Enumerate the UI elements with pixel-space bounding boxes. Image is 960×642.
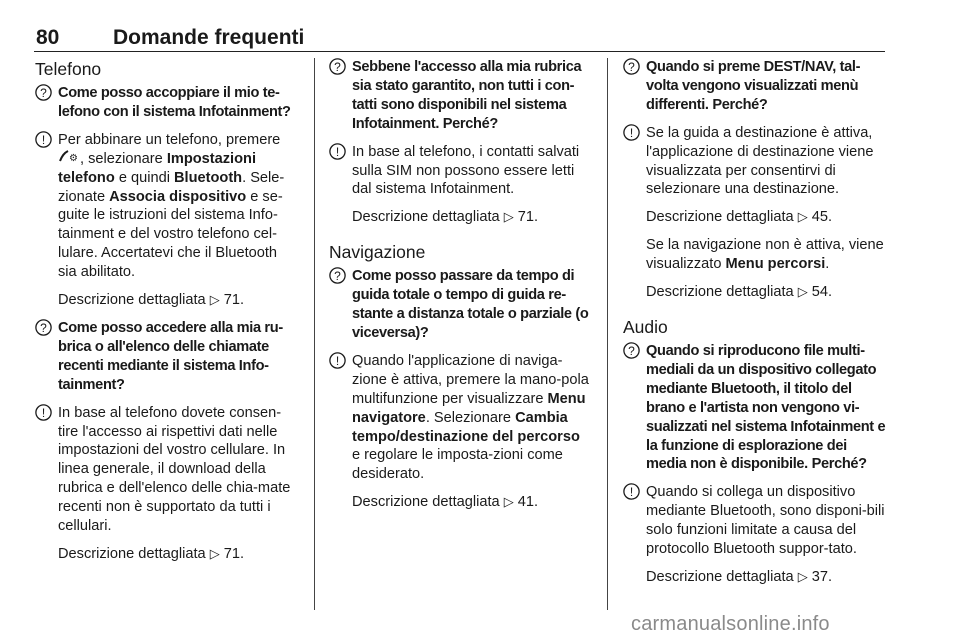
question-circle-icon	[329, 58, 346, 79]
section-title-telefono: Telefono	[35, 59, 102, 79]
page-number: 80	[36, 26, 60, 49]
menu-term: Menu percorsi	[725, 256, 826, 273]
reference-line: Descrizione dettagliata ▷ 71.	[58, 545, 245, 562]
menu-term: Bluetooth	[174, 169, 243, 186]
column-divider	[314, 58, 315, 610]
question-block	[35, 84, 299, 122]
answer-text: Quando si collega un dispositivo mediante Bluetooth, sono disponi-bili solo funzioni limitate a causa del protocollo Bluetooth suppor-tato.	[646, 484, 885, 558]
svg-text:!: !	[629, 485, 634, 500]
reference-line: Descrizione dettagliata ▷ 37.	[646, 568, 833, 585]
answer-text: Se la guida a destinazione è attiva, l'applicazione di destinazione viene visualizzata per consentirvi di selezionare una destinazione.	[646, 124, 874, 198]
chapter-title: Domande frequenti	[113, 26, 305, 49]
question-block	[623, 58, 886, 115]
question-text: Come posso accoppiare il mio te-lefono con il sistema Infotainment?	[58, 85, 291, 120]
exclamation-circle-icon	[329, 352, 346, 373]
answer-block	[35, 404, 299, 536]
svg-text:?: ?	[334, 269, 341, 284]
question-text: Quando si preme DEST/NAV, tal-volta vengono visualizzati menù differenti. Perché?	[646, 59, 861, 113]
svg-text:!: !	[335, 353, 340, 368]
answer-text: . Sele-zionate	[58, 169, 285, 205]
question-circle-icon	[623, 58, 640, 79]
answer-text: In base al telefono, i contatti salvati sulla SIM non possono essere letti dal sistema Infotainment.	[352, 143, 580, 198]
reference-triangle-icon: ▷	[797, 284, 808, 300]
question-block	[329, 267, 591, 343]
answer-text: Per abbinare un telefono, premere	[58, 131, 281, 148]
svg-text:!: !	[41, 405, 46, 420]
reference-triangle-icon: ▷	[209, 545, 220, 561]
answer-text: e quindi	[114, 169, 174, 186]
question-circle-icon	[35, 84, 52, 105]
answer-text: e se-guite le istruzioni del sistema Info-tainment e del vostro telefono cel-lulare. Accertatevi che il Bluetooth sia abilitato.	[58, 188, 283, 281]
question-text: Quando si riproducono file multi-mediali da un dispositivo collegato mediante Bluetooth, il titolo del brano e l'artista non vengono vi-sualizzati nel sistema Infotainment e la funzione di esplorazione dei media non è disponibile. Perché?	[646, 342, 886, 473]
exclamation-circle-icon	[329, 143, 346, 164]
reference-line: Descrizione dettagliata ▷ 54.	[646, 284, 833, 301]
svg-text:!: !	[629, 125, 634, 140]
reference-triangle-icon: ▷	[503, 494, 514, 510]
column-3	[623, 58, 886, 596]
answer-text: Se la navigazione non è attiva, viene visualizzato Menu percorsi.	[646, 237, 884, 273]
svg-text:!: !	[41, 132, 46, 147]
exclamation-circle-icon	[35, 404, 52, 425]
column-2	[329, 58, 591, 521]
svg-text:!: !	[335, 144, 340, 159]
svg-text:?: ?	[628, 343, 635, 358]
question-circle-icon	[623, 342, 640, 363]
section-title-navigazione: Navigazione	[329, 242, 426, 263]
question-block	[35, 319, 299, 395]
answer-text: . Selezionare	[425, 409, 516, 426]
svg-text:?: ?	[628, 59, 635, 74]
answer-text: e regolare le imposta-zioni come desiderato.	[352, 447, 563, 483]
menu-term: Cambia tempo/destinazione del percorso	[352, 409, 580, 445]
answer-block	[329, 352, 591, 484]
question-text: Come posso accedere alla mia ru-brica o all'elenco delle chiamate recenti mediante il sistema Info-tainment?	[58, 319, 283, 393]
answer-block	[35, 131, 299, 282]
exclamation-circle-icon	[623, 124, 640, 145]
answer-block	[623, 483, 886, 559]
reference-line: Descrizione dettagliata ▷ 41.	[352, 494, 539, 511]
svg-text:?: ?	[40, 320, 47, 335]
reference-line: Descrizione dettagliata ▷ 71.	[352, 209, 539, 226]
svg-text:⚙: ⚙	[69, 152, 78, 163]
page-header	[34, 0, 885, 52]
answer-block	[623, 124, 886, 200]
question-text: Sebbene l'accesso alla mia rubrica sia stato garantito, non tutti i con-tatti sono disponibili nel sistema Infotainment. Perché?	[352, 59, 582, 132]
section-title-audio: Audio	[623, 316, 668, 337]
watermark-text: carmanualsonline.info	[631, 613, 830, 635]
menu-term: Impostazioni telefono	[58, 150, 256, 186]
answer-text: Quando l'applicazione di naviga-zione è attiva, premere la mano-pola multifunzione per visualizzare	[352, 352, 589, 407]
reference-triangle-icon: ▷	[503, 209, 514, 225]
exclamation-circle-icon	[35, 131, 52, 152]
reference-triangle-icon: ▷	[797, 568, 808, 584]
phone-settings-icon	[58, 151, 80, 167]
question-text: Come posso passare da tempo di guida totale o tempo di guida re-stante a distanza totale o parziale (o viceversa)?	[352, 268, 589, 341]
menu-term: Associa dispositivo	[109, 188, 247, 205]
svg-text:?: ?	[40, 85, 47, 100]
menu-term: Menu navigatore	[352, 390, 586, 426]
reference-line: Descrizione dettagliata ▷ 45.	[646, 209, 833, 226]
answer-block	[329, 143, 591, 200]
column-1	[35, 58, 299, 573]
question-block	[329, 58, 591, 134]
reference-triangle-icon: ▷	[797, 209, 808, 225]
question-circle-icon	[329, 267, 346, 288]
question-circle-icon	[35, 319, 52, 340]
exclamation-circle-icon	[623, 483, 640, 504]
column-divider	[607, 58, 608, 610]
question-block	[623, 342, 886, 474]
answer-text: In base al telefono dovete consen-tire l'accesso ai rispettivi dati nelle impostazioni del vostro cellulare. In linea generale, il download della rubrica e dell'elenco delle chia-mate recenti non è supportato da tutti i cellulari.	[58, 404, 291, 535]
answer-text: , selezionare	[80, 150, 167, 167]
reference-triangle-icon: ▷	[209, 292, 220, 308]
svg-text:?: ?	[334, 59, 341, 74]
reference-line: Descrizione dettagliata ▷ 71.	[58, 292, 245, 309]
